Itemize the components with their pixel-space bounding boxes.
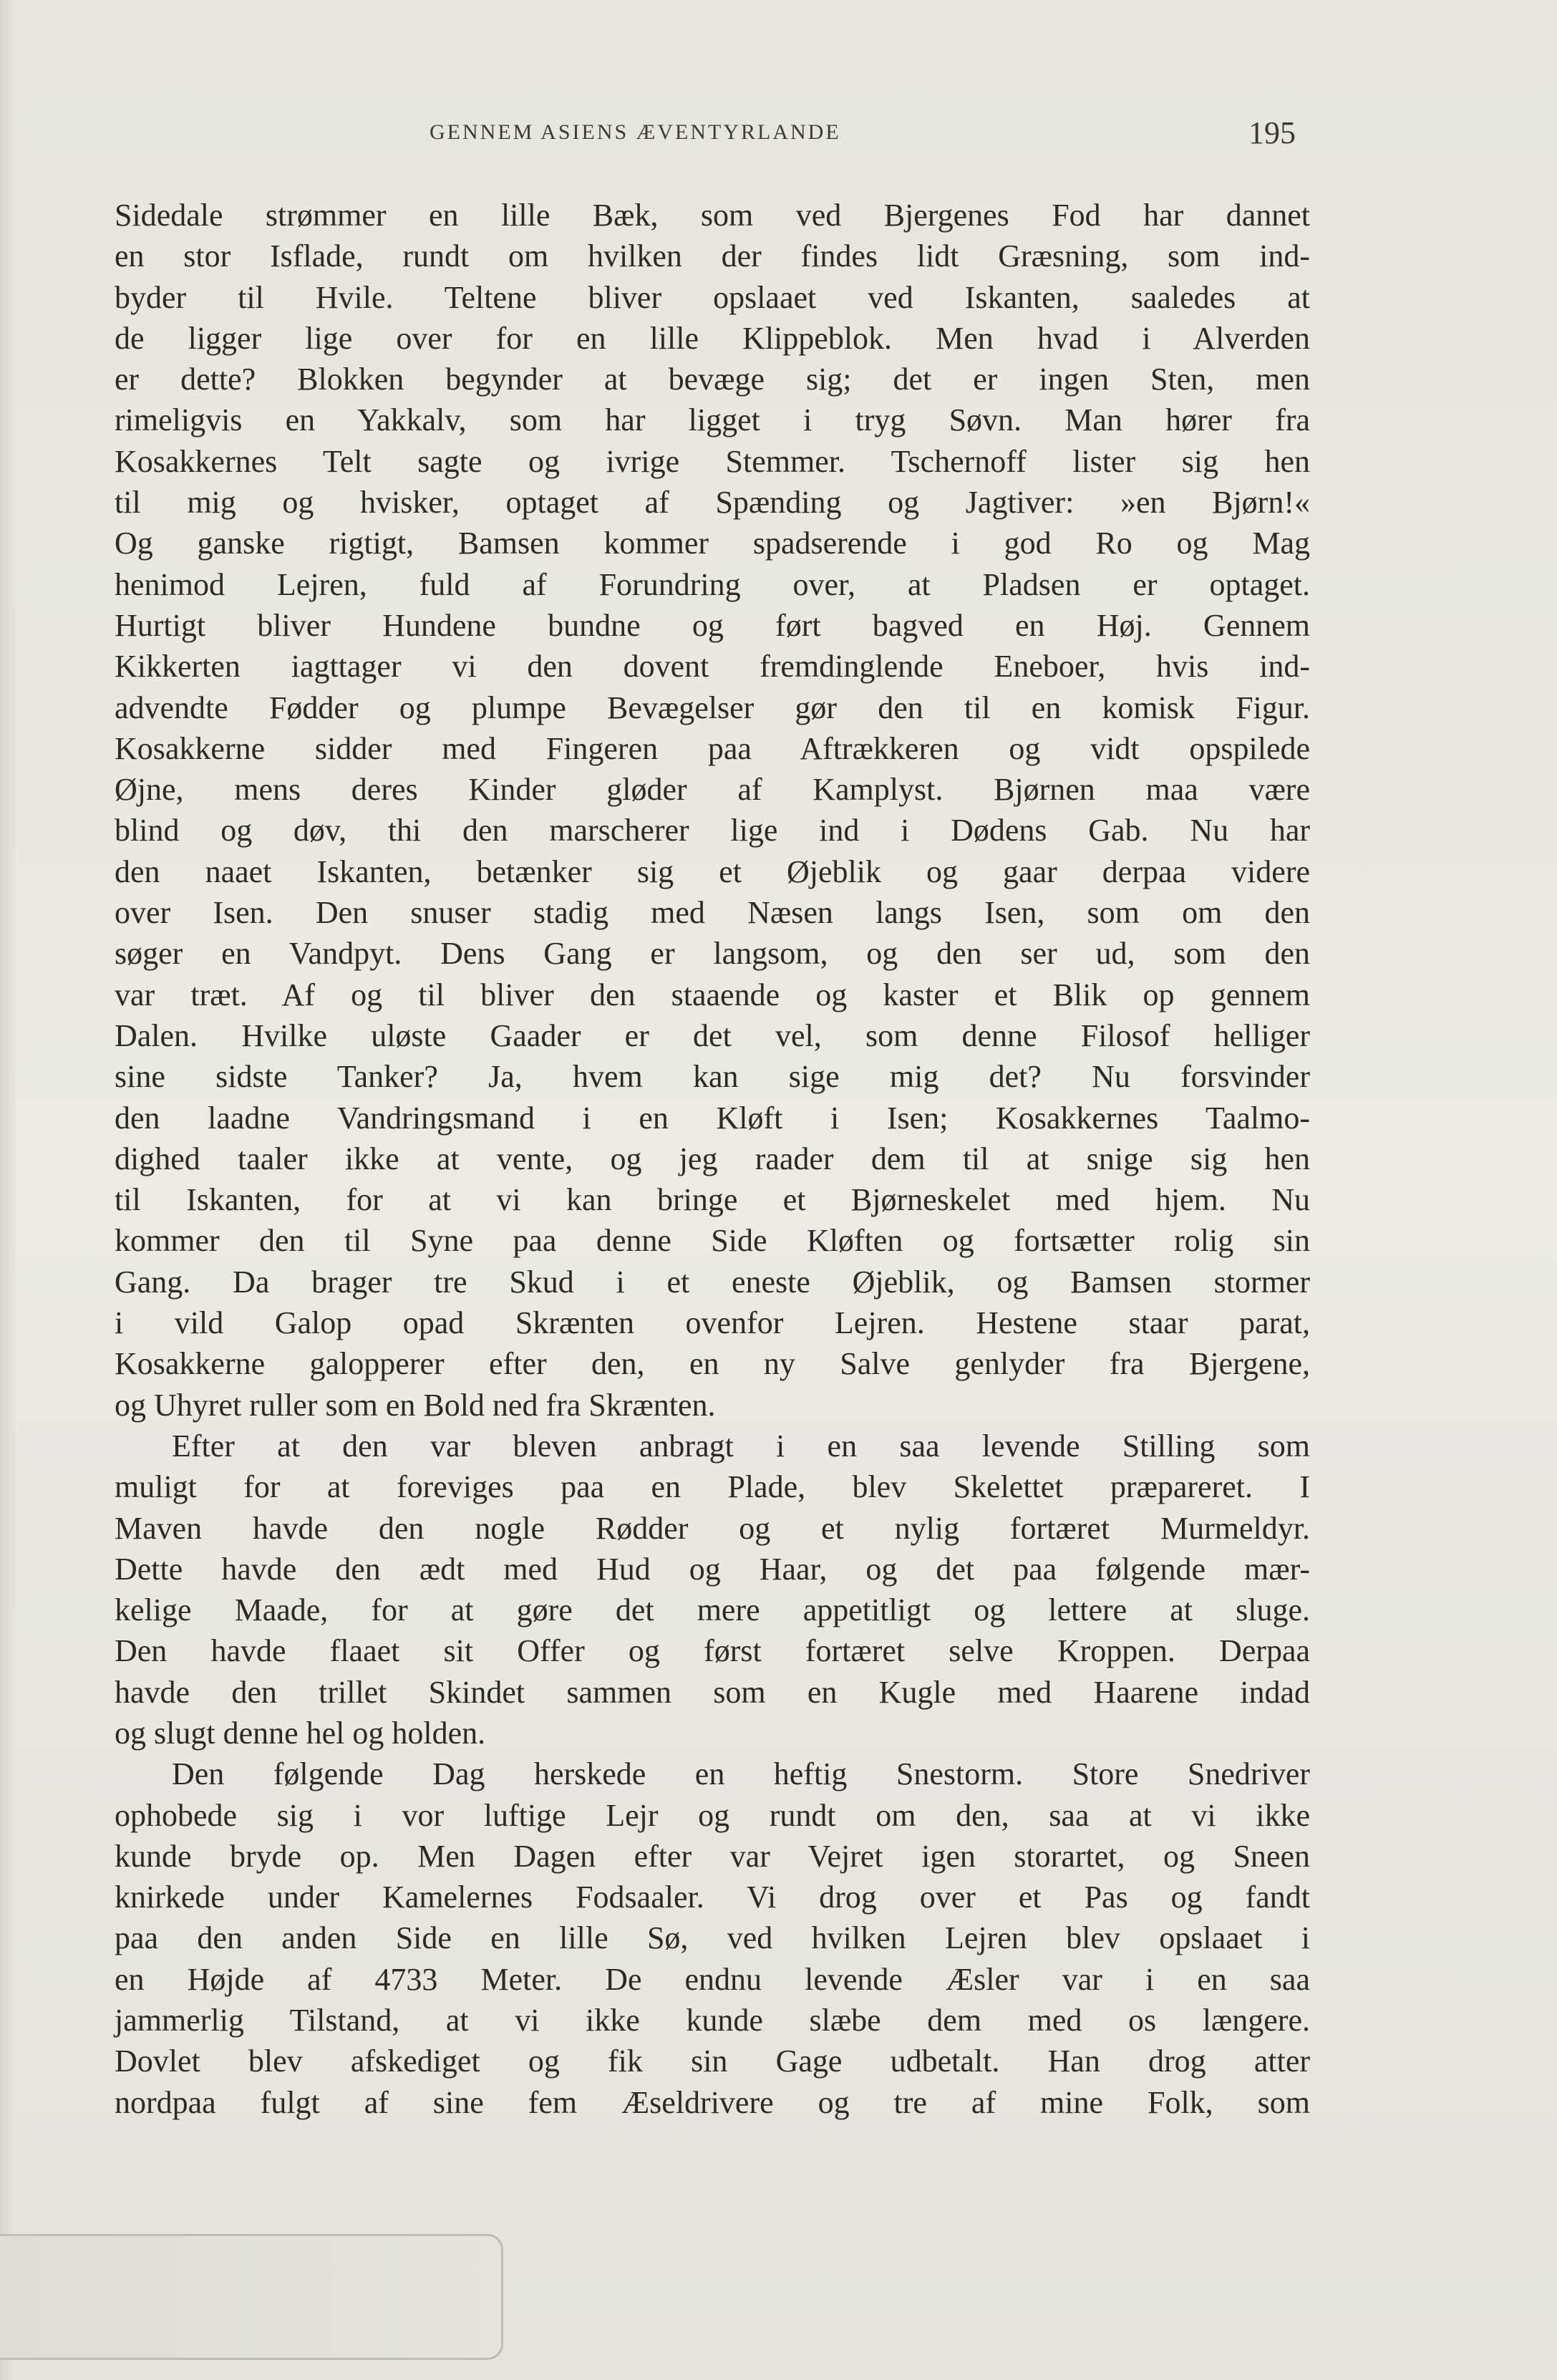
text-line: Den havde flaaet sit Offer og først fortæret selve Kroppen. Derpaa bbox=[115, 1633, 1310, 1669]
text-line: Dette havde den ædt med Hud og Haar, og det paa følgende mær- bbox=[115, 1551, 1310, 1587]
text-line: havde den trillet Skindet sammen som en Kugle med Haarene indad bbox=[115, 1674, 1310, 1710]
paragraph-end-line: og slugt denne hel og holden. bbox=[115, 1715, 486, 1751]
text-line: Kosakkerne galopperer efter den, en ny Salve genlyder fra Bjergene, bbox=[115, 1346, 1310, 1382]
text-line: rimeligvis en Yakkalv, som har ligget i tryg Søvn. Man hører fra bbox=[115, 402, 1310, 438]
text-line: de ligger lige over for en lille Klippeblok. Men hvad i Alverden bbox=[115, 320, 1310, 356]
text-line: Dovlet blev afskediget og fik sin Gage udbetalt. Han drog atter bbox=[115, 2043, 1310, 2079]
text-line: nordpaa fulgt af sine fem Æseldrivere og tre af mine Folk, som bbox=[115, 2084, 1310, 2120]
text-line: kommer den til Syne paa denne Side Kløften og fortsætter rolig sin bbox=[115, 1223, 1310, 1259]
paragraph-end-line: og Uhyret ruller som en Bold ned fra Skrænten. bbox=[115, 1387, 716, 1423]
text-line: Maven havde den nogle Rødder og et nylig fortæret Murmeldyr. bbox=[115, 1510, 1310, 1546]
text-line: til Iskanten, for at vi kan bringe et Bjørneskelet med hjem. Nu bbox=[115, 1182, 1310, 1218]
text-line: henimod Lejren, fuld af Forundring over, at Pladsen er optaget. bbox=[115, 566, 1310, 602]
running-head bbox=[115, 115, 1296, 158]
text-line: er dette? Blokken begynder at bevæge sig; det er ingen Sten, men bbox=[115, 362, 1310, 397]
text-line: den naaet Iskanten, betænker sig et Øjeblik og gaar derpaa videre bbox=[115, 853, 1310, 889]
text-line: blind og døv, thi den marscherer lige ind i Dødens Gab. Nu har bbox=[115, 813, 1310, 848]
text-line: over Isen. Den snuser stadig med Næsen langs Isen, som om den bbox=[115, 895, 1310, 931]
text-line: jammerlig Tilstand, at vi ikke kunde slæbe dem med os længere. bbox=[115, 2003, 1310, 2038]
text-line: Sidedale strømmer en lille Bæk, som ved Bjergenes Fod har dannet bbox=[115, 198, 1310, 233]
text-line: Kikkerten iagttager vi den dovent fremdinglende Eneboer, hvis ind- bbox=[115, 649, 1310, 685]
page-edge bbox=[0, 0, 16, 2380]
paragraph-start-line: Efter at den var bleven anbragt i en saa levende Stilling som bbox=[172, 1428, 1310, 1464]
text-line: muligt for at foreviges paa en Plade, blev Skelettet præpareret. I bbox=[115, 1469, 1310, 1505]
text-line: en stor Isflade, rundt om hvilken der findes lidt Græsning, som ind- bbox=[115, 238, 1310, 274]
text-line: Hurtigt bliver Hundene bundne og ført bagved en Høj. Gennem bbox=[115, 607, 1310, 643]
text-line: Øjne, mens deres Kinder gløder af Kamplyst. Bjørnen maa være bbox=[115, 772, 1310, 808]
text-line: dighed taaler ikke at vente, og jeg raader dem til at snige sig hen bbox=[115, 1141, 1310, 1176]
text-line: en Højde af 4733 Meter. De endnu levende Æsler var i en saa bbox=[115, 1961, 1310, 1997]
text-line: Kosakkernes Telt sagte og ivrige Stemmer. Tschernoff lister sig hen bbox=[115, 443, 1310, 479]
text-line: var træt. Af og til bliver den staaende og kaster et Blik op gennem bbox=[115, 977, 1310, 1012]
text-line: advendte Fødder og plumpe Bevægelser gør den til en komisk Figur. bbox=[115, 690, 1310, 725]
text-line: Gang. Da brager tre Skud i et eneste Øjeblik, og Bamsen stormer bbox=[115, 1264, 1310, 1300]
text-line: knirkede under Kamelernes Fodsaaler. Vi drog over et Pas og fandt bbox=[115, 1880, 1310, 1915]
text-line: paa den anden Side en lille Sø, ved hvilken Lejren blev opslaaet i bbox=[115, 1920, 1310, 1956]
text-line: kunde bryde op. Men Dagen efter var Vejret igen storartet, og Sneen bbox=[115, 1838, 1310, 1874]
body-text bbox=[115, 195, 1310, 2123]
page-tab-marker bbox=[0, 2234, 503, 2360]
text-line: i vild Galop opad Skrænten ovenfor Lejren. Hestene staar parat, bbox=[115, 1305, 1310, 1341]
text-line: til mig og hvisker, optaget af Spænding og Jagtiver: »en Bjørn!« bbox=[115, 485, 1310, 521]
text-line: Dalen. Hvilke uløste Gaader er det vel, som denne Filosof helliger bbox=[115, 1017, 1310, 1053]
paragraph-start-line: Den følgende Dag herskede en heftig Snestorm. Store Snedriver bbox=[172, 1756, 1310, 1792]
text-line: søger en Vandpyt. Dens Gang er langsom, og den ser ud, som den bbox=[115, 936, 1310, 972]
running-title: GENNEM ASIENS ÆVENTYRLANDE bbox=[430, 120, 841, 144]
text-line: Og ganske rigtigt, Bamsen kommer spadserende i god Ro og Mag bbox=[115, 526, 1310, 561]
text-line: Kosakkerne sidder med Fingeren paa Aftrækkeren og vidt opspilede bbox=[115, 730, 1310, 766]
text-line: kelige Maade, for at gøre det mere appetitligt og lettere at sluge. bbox=[115, 1592, 1310, 1628]
text-line: sine sidste Tanker? Ja, hvem kan sige mig det? Nu forsvinder bbox=[115, 1059, 1310, 1095]
text-line: byder til Hvile. Teltene bliver opslaaet ved Iskanten, saaledes at bbox=[115, 279, 1310, 315]
page-number: 195 bbox=[1248, 115, 1296, 150]
text-line: den laadne Vandringsmand i en Kløft i Isen; Kosakkernes Taalmo- bbox=[115, 1100, 1310, 1136]
text-line: ophobede sig i vor luftige Lejr og rundt om den, saa at vi ikke bbox=[115, 1797, 1310, 1833]
